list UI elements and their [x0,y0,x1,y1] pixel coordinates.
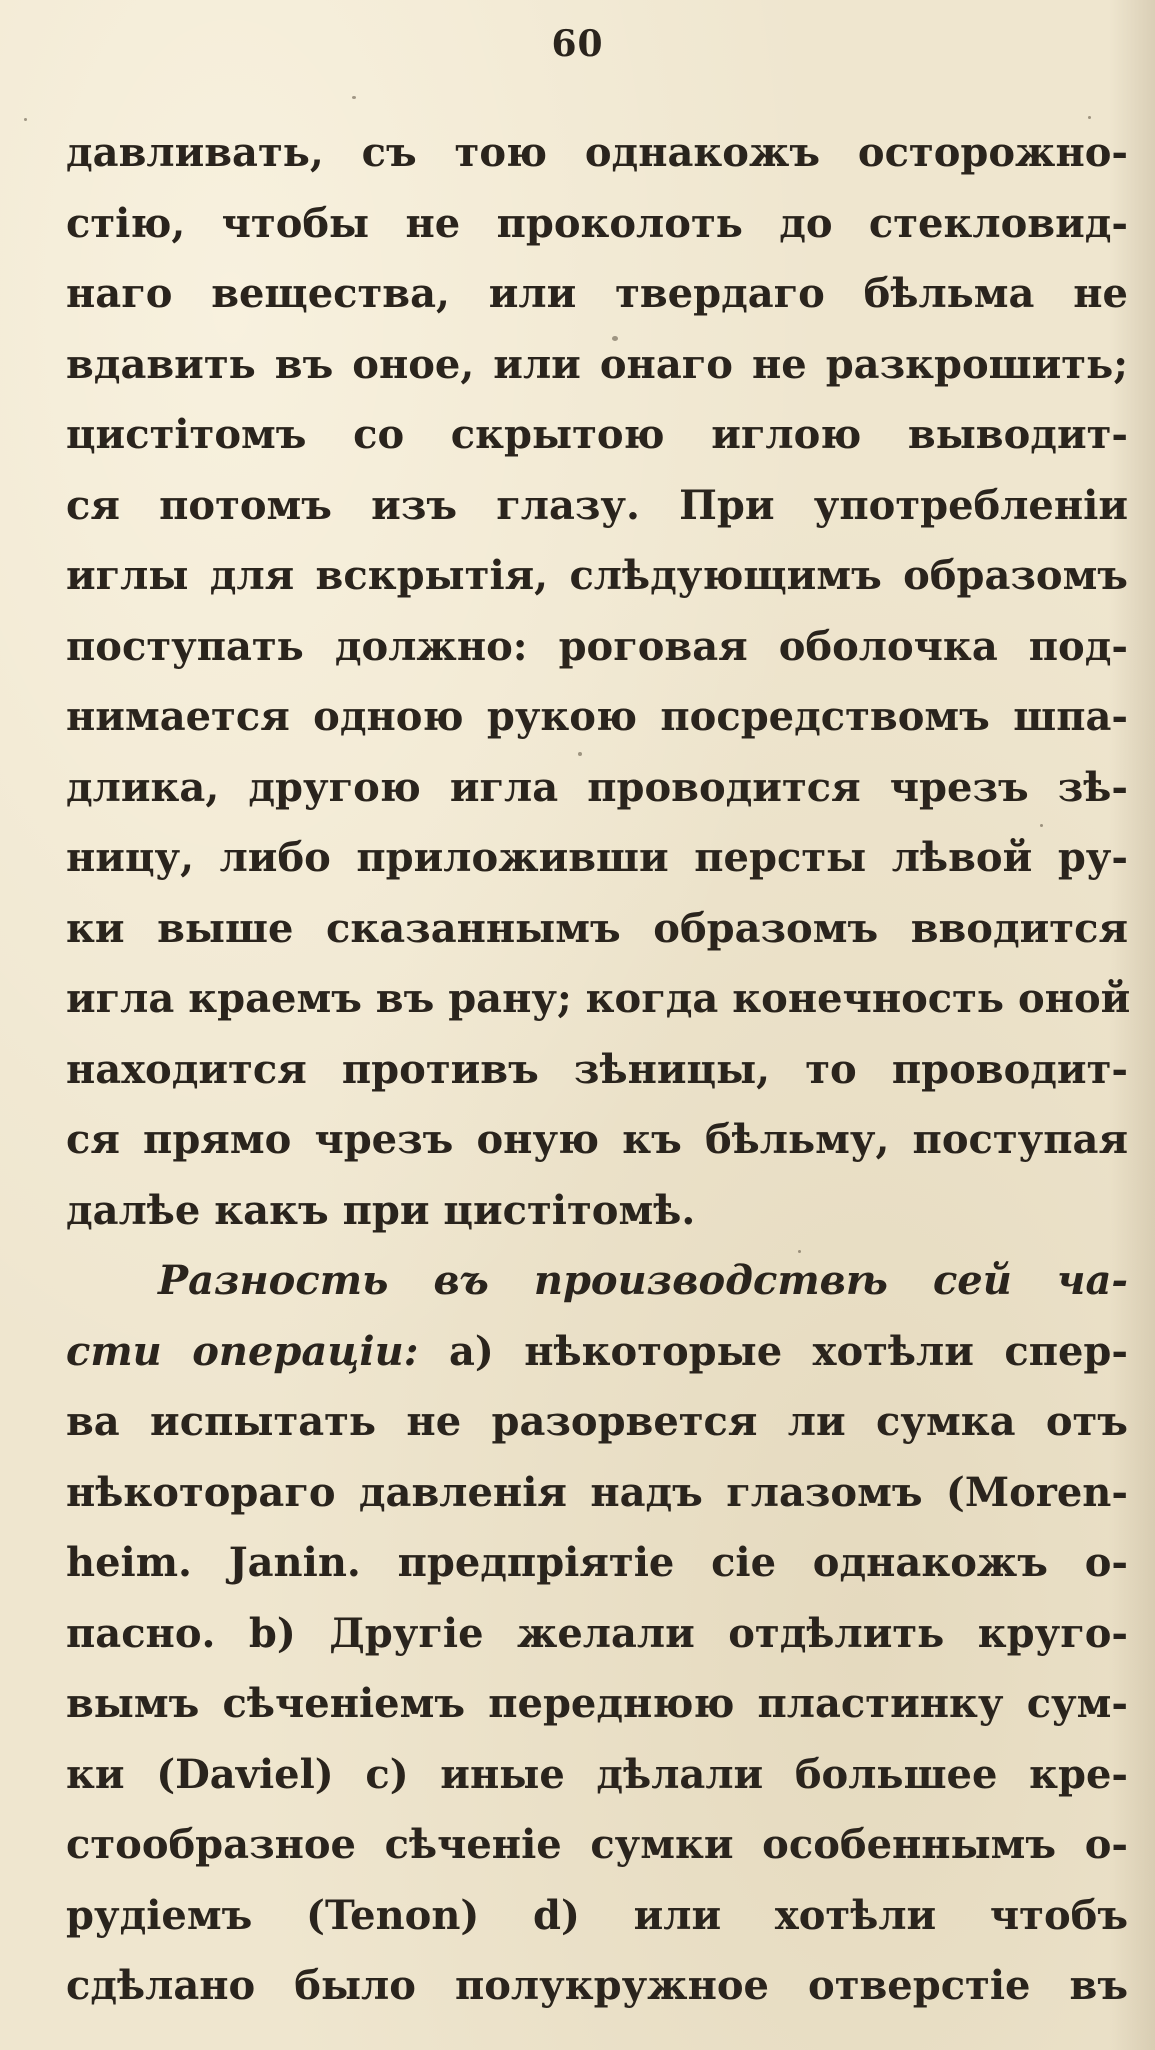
text-line: нѣкотораго давленія надъ глазомъ (Moren- [66,1468,1128,1516]
text-segment: а) нѣкоторые хотѣли спер- [448,1327,1129,1375]
text-line: иглы для вскрытія, слѣдующимъ образомъ [66,552,1128,599]
text-line: далѣе какъ при цистітомѣ. [66,1186,696,1234]
text-line: поступать должно: роговая оболочка под- [66,622,1128,670]
text-line: наго вещества, или твердаго бѣльма не [66,270,1128,317]
paper-speck [798,1250,801,1253]
italic-heading-end: сти операціи: [66,1327,419,1375]
page-number: 60 [551,23,604,65]
text-line: пасно. b) Другіе желали отдѣлить круго- [66,1609,1128,1657]
paper-speck [352,96,356,99]
text-line: ся потомъ изъ глазу. При употребленіи [66,481,1128,529]
text-line: ки выше сказаннымъ образомъ вводится [66,904,1128,952]
text-line: длика, другою игла проводится чрезъ зѣ- [66,763,1128,811]
text-line: находится противъ зѣницы, то проводит- [66,1045,1128,1093]
text-line: вдавить въ оное, или онаго не разкрошить; [66,340,1128,388]
paper-speck [578,752,582,756]
text-line: стію, чтобы не проколоть до стекловид- [66,199,1128,247]
italic-heading-line: Разность въ производствѣ сей ча- [158,1257,1128,1304]
text-line: вымъ сѣченіемъ переднюю пластинку сум- [66,1680,1128,1727]
text-line: рудіемъ (Tenon) d) или хотѣли чтобъ [66,1891,1128,1939]
paper-speck [24,118,27,121]
paper-speck [612,336,618,341]
text-line: сдѣлано было полукружное отверстіе въ [66,1962,1128,2009]
body-text [66,118,1131,2022]
text-line: цистітомъ со скрытою иглою выводит- [66,411,1128,458]
text-line: давливать, съ тою однакожъ осторожно- [66,129,1128,176]
text-line: heim. Janin. предпріятіе сіе однакожъ о- [66,1539,1128,1586]
text-line: ва испытать не разорвется ли сумка отъ [66,1398,1128,1445]
paper-speck [1088,116,1091,119]
text-line [66,1317,1128,1388]
text-line: ки (Daviel) с) иные дѣлали большее кре- [66,1750,1128,1798]
text-line: игла краемъ въ рану; когда конечность оной [66,975,1131,1022]
text-line: стообразное сѣченіе сумки особеннымъ о- [66,1821,1128,1868]
paper-speck [1040,824,1043,827]
text-line: ся прямо чрезъ оную къ бѣльму, поступая [66,1116,1128,1163]
text-line: нимается одною рукою посредствомъ шпа- [66,693,1128,740]
text-line: ницу, либо приложивши персты лѣвой ру- [66,834,1128,881]
